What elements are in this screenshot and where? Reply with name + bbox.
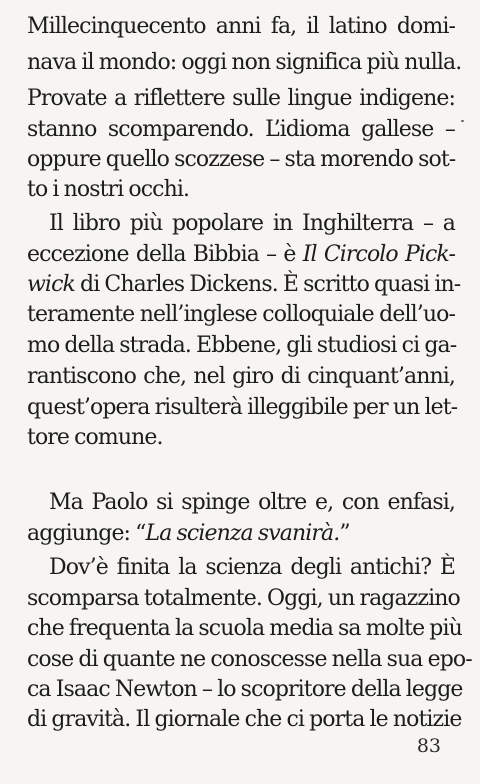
text-line: eccezione della Bibbia – è Il Circolo Pick- <box>27 242 455 267</box>
text-line: Provate a riflettere sulle lingue indigene: <box>27 86 455 111</box>
text-line: stanno scomparendo. L’idioma gallese – <box>27 117 455 142</box>
italic-quote: La scienza svanirà. <box>145 521 340 546</box>
text-line: rantiscono che, nel giro di cinquant’anni, <box>27 364 455 389</box>
text-line: cose di quante ne conoscesse nella sua epo- <box>27 647 472 672</box>
text-line: Millecinquecento anni fa, il latino domi- <box>27 14 455 39</box>
text-line: mo della strada. Ebbene, gli studiosi ci ga- <box>27 333 457 358</box>
text-line: teramente nell’inglese colloquiale dell’uo- <box>27 302 455 327</box>
ink-speck <box>461 120 464 122</box>
text-line: Ma Paolo si spinge oltre e, con enfasi, <box>49 490 455 515</box>
text-line: wick di Charles Dickens. È scritto quasi in- <box>27 272 461 297</box>
text-line: che frequenta la scuola media sa molte più <box>27 616 462 641</box>
text-line: di gravità. Il giornale che ci porta le notizie <box>27 707 462 732</box>
italic-book-title: Il Circolo Pick- <box>302 242 455 267</box>
text-line: tore comune. <box>27 425 163 450</box>
italic-book-title: wick <box>27 272 75 297</box>
text-line: to i nostri occhi. <box>27 177 190 202</box>
text-line: Dov’è finita la scienza degli antichi? È <box>49 555 455 580</box>
text-line: quest’opera risulterà illeggibile per un let- <box>27 395 458 420</box>
text-line: nava il mondo: oggi non significa più nulla. <box>27 50 462 75</box>
text-line: aggiunge: “La scienza svanirà.” <box>27 521 350 546</box>
text-line: Il libro più popolare in Inghilterra – a <box>49 211 455 236</box>
page-number: 83 <box>416 735 441 757</box>
text-line: oppure quello scozzese – sta morendo sot- <box>27 147 456 172</box>
text-line: ca Isaac Newton – lo scopritore della legge <box>27 677 463 702</box>
text-line: scomparsa totalmente. Oggi, un ragazzino <box>27 586 460 611</box>
